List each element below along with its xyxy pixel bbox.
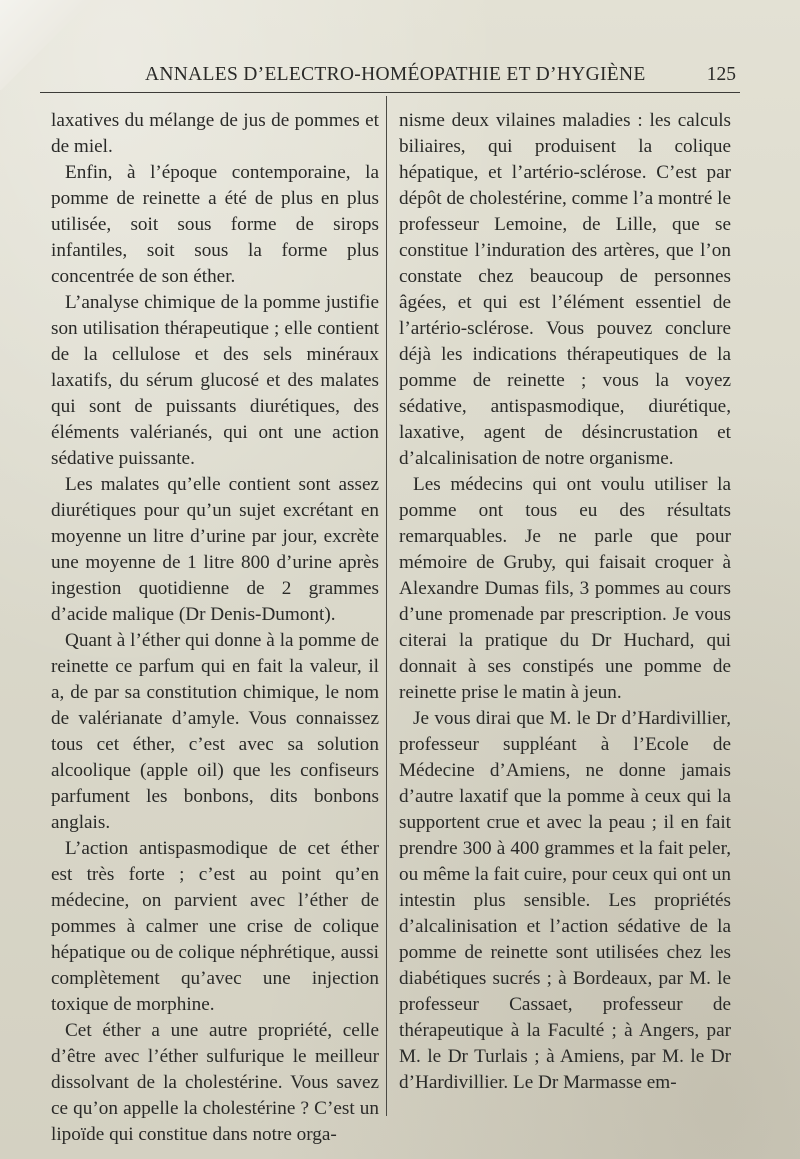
left-column <box>51 108 379 1148</box>
right-column <box>399 108 731 1096</box>
paragraph: L’action antispasmodique de cet éther est très forte ; c’est au point qu’en médecine, on parvient avec l’éther de pommes à calmer une crise de colique hépatique ou de colique néphrétique, aussi complètement qu’avec une injection toxique de morphine. <box>51 838 379 1015</box>
page-header <box>40 56 740 93</box>
page-number: 125 <box>706 64 736 85</box>
paragraph: Les médecins qui ont voulu utiliser la pomme ont tous eu des résultats remarquables. Je ne parle que pour mémoire de Gruby, qui faisait croquer à Alexandre Dumas fils, 3 pommes au cours d’une promenade par prescription. Je vous citerai la pratique du Dr Huchard, qui donnait à ses constipés une pomme de reinette prise le matin à jeun. <box>399 474 731 703</box>
paragraph: L’analyse chimique de la pomme justifie son utilisation thérapeutique ; elle contient de la cellulose et des sels minéraux laxatifs, du sérum glucosé et des malates qui sont de puissants diurétiques, des éléments valérianés, qui ont une action sédative puissante. <box>51 292 379 469</box>
paragraph: nisme deux vilaines maladies : les calculs biliaires, qui produisent la colique hépatique, et l’artério-sclérose. C’est par dépôt de cholestérine, comme l’a montré le professeur Lemoine, de Lille, que se constitue l’induration des artères, que l’on constate chez beaucoup de personnes âgées, et qui est l’élément essentiel de l’artério-sclérose. Vous pouvez conclure déjà les indications thérapeutiques de la pomme de reinette ; vous la voyez sédative, antispasmodique, diurétique, laxative, agent de désincrustation et d’alcalinisation de notre organisme. <box>399 110 731 469</box>
paragraph: Enfin, à l’époque contemporaine, la pomme de reinette a été de plus en plus utilisée, soit sous forme de sirops infantiles, soit sous la forme plus concentrée de son éther. <box>51 162 379 287</box>
running-title: ANNALES D’ELECTRO-HOMÉOPATHIE ET D’HYGIÈNE <box>145 64 646 85</box>
paragraph: Cet éther a une autre propriété, celle d’être avec l’éther sulfurique le meilleur dissolvant de la cholestérine. Vous savez ce qu’on appelle la cholestérine ? C’est un lipoïde qui constitue dans notre orga- <box>51 1020 379 1145</box>
paragraph: laxatives du mélange de jus de pommes et de miel. <box>51 110 379 157</box>
column-divider <box>386 96 387 1116</box>
paragraph: Je vous dirai que M. le Dr d’Hardivillier, professeur suppléant à l’Ecole de Médecine d’Amiens, ne donne jamais d’autre laxatif que la pomme à ceux qui la supportent crue et avec la peau ; il en fait prendre 300 à 400 grammes et la fait peler, ou même la fait cuire, pour ceux qui ont un intestin plus sensible. Les propriétés d’alcalinisation et l’action sédative de la pomme de reinette sont utilisées chez les diabétiques sucrés ; à Bordeaux, par M. le professeur Cassaet, professeur de thérapeutique à la Faculté ; à Angers, par M. le Dr Turlais ; à Amiens, par M. le Dr d’Hardivillier. Le Dr Marmasse em- <box>399 708 731 1093</box>
paragraph: Les malates qu’elle contient sont assez diurétiques pour qu’un sujet excrétant en moyenne un litre d’urine par jour, excrète une moyenne de 1 litre 800 d’urine après ingestion quotidienne de 2 grammes d’acide malique (Dr Denis-Dumont). <box>51 474 379 625</box>
paragraph: Quant à l’éther qui donne à la pomme de reinette ce parfum qui en fait la valeur, il a, de par sa constitution chimique, le nom de valérianate d’amyle. Vous connaissez tous cet éther, c’est avec sa solution alcoolique (apple oil) que les confiseurs parfument les bonbons, dits bonbons anglais. <box>51 630 379 833</box>
